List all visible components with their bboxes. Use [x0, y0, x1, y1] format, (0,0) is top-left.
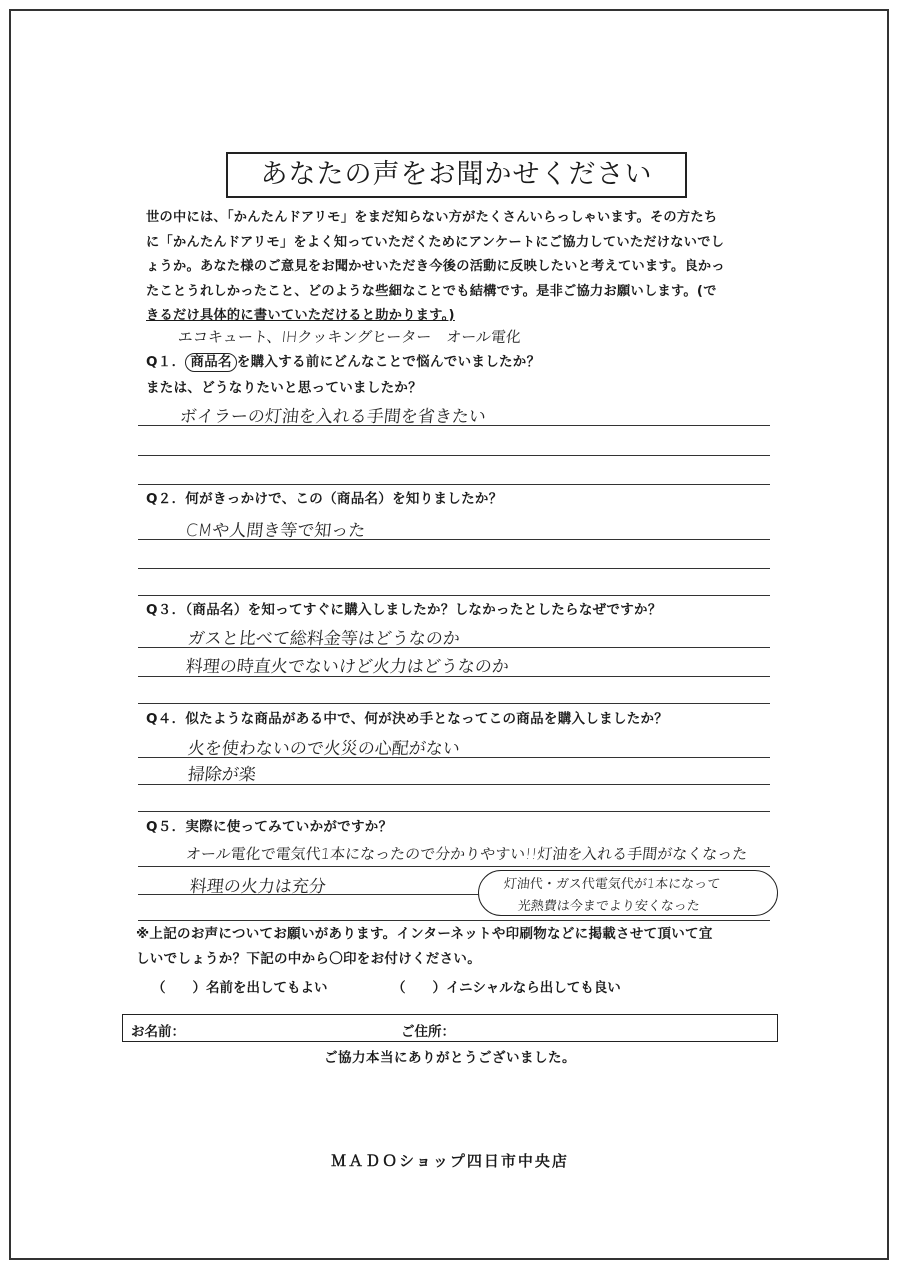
answer-line — [138, 920, 770, 921]
answer-line — [138, 811, 770, 812]
answer-line — [138, 484, 770, 485]
option-name-ok[interactable]: （ ）名前を出してもよい — [152, 980, 328, 996]
answer-line — [138, 568, 770, 569]
q1-circled-word: 商品名 — [185, 353, 236, 372]
intro-text — [146, 206, 786, 329]
answer-line — [138, 894, 478, 895]
address-label: ご住所： — [401, 1024, 455, 1040]
shop-name: ＭＡＤＯショップ四日市中央店 — [331, 1152, 569, 1170]
answer-line — [138, 676, 770, 677]
q1-answer-1: ボイラーの灯油を入れる手間を省きたい — [178, 407, 487, 427]
answer-line — [138, 757, 770, 758]
survey-title: あなたの声をお聞かせください — [226, 152, 687, 198]
option-initials-ok[interactable]: （ ）イニシャルなら出しても良い — [392, 980, 621, 996]
q5-answer-1: オール電化で電気代1本になったので分かりやすい!!灯油を入れる手間がなくなった — [185, 845, 749, 863]
permission-notice — [136, 922, 786, 972]
q5-bubble-line-2: 光熱費は今までより安くなった — [517, 899, 701, 914]
q5-answer-2: 料理の火力は充分 — [188, 877, 327, 897]
notice-line: しいでしょうか？下記の中から〇印をお付けください。 — [136, 951, 481, 967]
intro-line: 世の中には、「かんたんドアリモ」をまだ知らない方がたくさんいらっしゃいます。その方たち — [146, 210, 718, 225]
answer-line — [138, 425, 770, 426]
answer-line — [138, 703, 770, 704]
q3-answer-2: 料理の時直火でないけど火力はどうなのか — [184, 657, 510, 677]
product-handwritten: エコキュート、IHクッキングヒーター オール電化 — [177, 328, 522, 346]
q3-question: Q３．（商品名）を知ってすぐに購入しましたか？しなかったとしたらなぜですか？ — [146, 602, 662, 618]
q4-answer-1: 火を使わないので火災の心配がない — [186, 739, 461, 759]
answer-line — [138, 539, 770, 540]
q1-text: を購入する前にどんなことで悩んでいましたか？ — [236, 354, 541, 370]
intro-line: たことうれしかったこと、どのような些細なことでも結構です。是非ご協力お願いします。(で — [146, 283, 717, 299]
intro-line: に「かんたんドアリモ」をよく知っていただくためにアンケートにご協力していただけないでし — [146, 234, 725, 250]
answer-line — [138, 455, 770, 456]
answer-line — [138, 647, 770, 648]
thanks-text: ご協力本当にありがとうございました。 — [324, 1050, 576, 1066]
answer-line — [138, 784, 770, 785]
intro-line: きるだけ具体的に書いていただけると助かります。) — [146, 308, 455, 323]
q4-answer-2: 掃除が楽 — [186, 765, 257, 785]
notice-line: ※上記のお声についてお願いがあります。インターネットや印刷物などに掲載させて頂いて宜 — [136, 926, 713, 942]
q5-question: Q５．実際に使ってみていかがですか？ — [146, 819, 393, 835]
q2-question: Q２．何がきっかけで、この（商品名）を知りましたか？ — [146, 491, 503, 507]
q1-question — [146, 350, 540, 372]
answer-line — [138, 866, 770, 867]
q1-prefix: Q１． — [146, 354, 186, 370]
name-address-box — [122, 1014, 778, 1042]
q3-answer-1: ガスと比べて総料金等はどうなのか — [186, 629, 461, 649]
name-label: お名前： — [131, 1024, 185, 1040]
q1-question-line2: または、どうなりたいと思っていましたか？ — [146, 380, 422, 396]
answer-line — [138, 595, 770, 596]
intro-line: ょうか。あなた様のご意見をお聞かせいただき今後の活動に反映したいと考えています。良かっ — [146, 259, 725, 274]
q4-question: Q４．似たような商品がある中で、何が決め手となってこの商品を購入しましたか？ — [146, 711, 669, 727]
q2-answer-1: CMや人問き等で知った — [184, 521, 367, 541]
q5-bubble-line-1: 灯油代・ガス代電気代が1本になって — [503, 877, 721, 892]
